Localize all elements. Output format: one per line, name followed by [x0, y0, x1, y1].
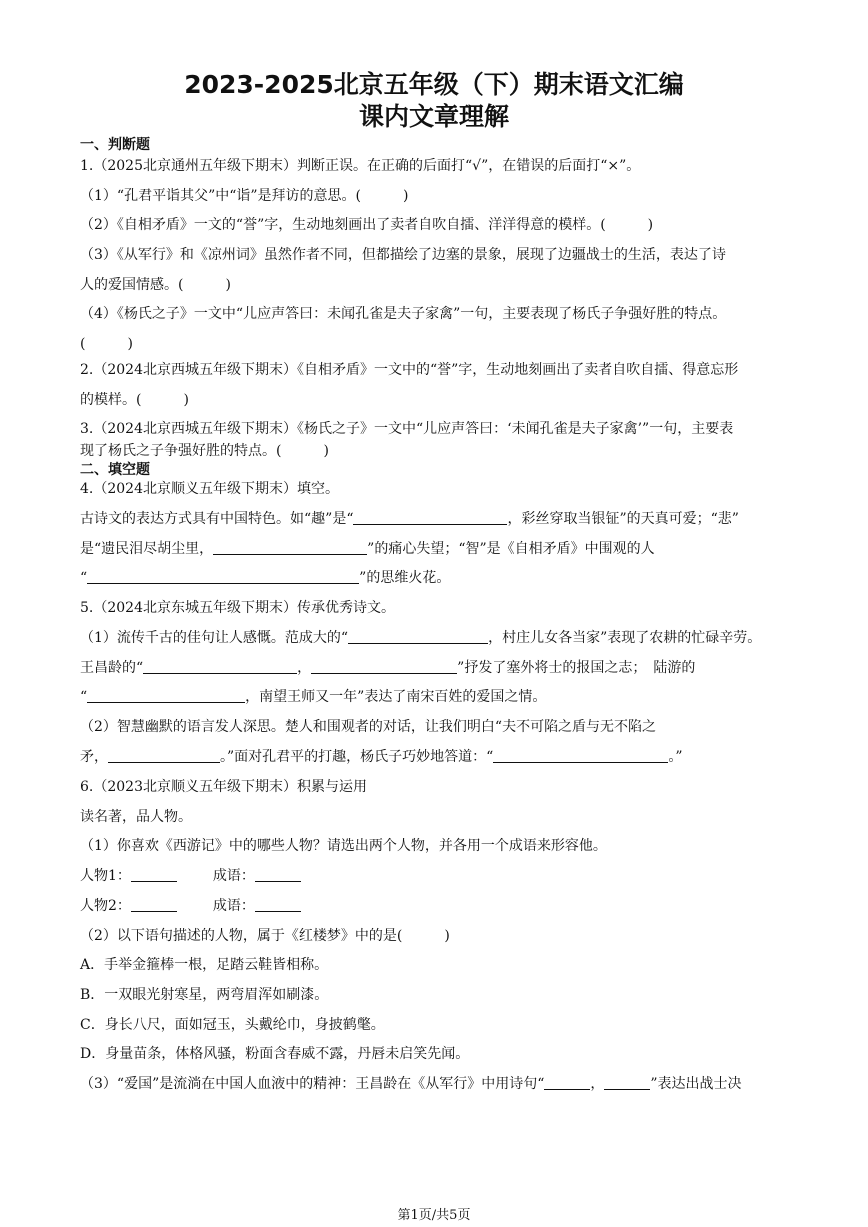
text-segment: 古诗文的表达方式具有中国特色。如“趣”是“ — [80, 511, 354, 527]
text-segment: ， — [297, 660, 312, 676]
answer-blank[interactable] — [604, 1075, 650, 1090]
answer-blank[interactable] — [544, 1075, 590, 1090]
question-5-item-1-line-2 — [80, 659, 792, 677]
text-segment: ”表达出战士决 — [650, 1076, 742, 1092]
question-5-stem: 5.（2024北京东城五年级下期末）传承优秀诗文。 — [80, 600, 395, 616]
answer-blank[interactable] — [143, 659, 297, 674]
question-4-line-3 — [80, 569, 792, 587]
answer-blank[interactable] — [348, 629, 488, 644]
question-6-item-1: （1）你喜欢《西游记》中的哪些人物？请选出两个人物，并各用一个成语来形容他。 — [80, 838, 607, 854]
question-6-person-1 — [80, 867, 792, 885]
question-1-item-4: （4）《杨氏之子》一文中“儿应声答曰：未闻孔雀是夫子家禽”一句，主要表现了杨氏子争强好胜的特点。 — [80, 306, 727, 322]
option-b: B．一双眼光射寒星，两弯眉浑如刷漆。 — [80, 987, 329, 1003]
text-segment: 矛， — [80, 749, 108, 765]
text-segment: “ — [80, 689, 88, 705]
text-segment: 人物1： — [80, 868, 131, 884]
text-segment: ， — [590, 1076, 605, 1092]
question-5-item-2: （2）智慧幽默的语言发人深思。楚人和围观者的对话，让我们明白“夫不可陷之盾与无不陷之 — [80, 719, 657, 735]
answer-blank[interactable] — [311, 659, 457, 674]
question-1-item-1: （1）“孔君平诣其父”中“诣”是拜访的意思。( ) — [80, 188, 409, 204]
question-2: 2.（2024北京西城五年级下期末）《自相矛盾》一文中的“誉”字，生动地刻画出了卖者自吹自擂、得意忘形 — [80, 362, 739, 378]
question-6-item-2: （2）以下语句描述的人物，属于《红楼梦》中的是( ) — [80, 928, 450, 944]
answer-blank[interactable] — [87, 688, 245, 703]
question-1-item-2: （2）《自相矛盾》一文的“誉”字，生动地刻画出了卖者自吹自擂、洋洋得意的模样。( ) — [80, 217, 654, 233]
text-segment: 成语： — [212, 868, 255, 884]
text-segment: （1）流传千古的佳句让人感慨。范成大的“ — [80, 630, 349, 646]
text-segment: ，彩丝穿取当银钲”的天真可爱；“悲” — [507, 511, 739, 527]
question-6-stem: 6.（2023北京顺义五年级下期末）积累与运用 — [80, 779, 367, 795]
answer-blank[interactable] — [108, 748, 220, 763]
question-4-line-1 — [80, 510, 792, 528]
text-segment: 。”面对孔君平的打趣，杨氏子巧妙地答道：“ — [220, 749, 494, 765]
answer-blank[interactable] — [131, 897, 177, 912]
answer-blank[interactable] — [213, 540, 367, 555]
answer-blank[interactable] — [131, 867, 177, 882]
option-d: D．身量苗条，体格风骚，粉面含春威不露，丹唇未启笑先闻。 — [80, 1046, 470, 1062]
question-6-person-2 — [80, 897, 792, 915]
answer-blank[interactable] — [255, 867, 301, 882]
text-segment: 成语： — [212, 898, 255, 914]
question-4-stem: 4.（2024北京顺义五年级下期末）填空。 — [80, 481, 339, 497]
answer-blank[interactable] — [353, 510, 507, 525]
text-segment: ，南望王师又一年”表达了南宋百姓的爱国之情。 — [245, 689, 547, 705]
page-title: 2023-2025北京五年级（下）期末语文汇编 — [184, 70, 684, 99]
question-5-item-2-line-2 — [80, 748, 792, 766]
question-3-cont: 现了杨氏之子争强好胜的特点。( ) — [80, 443, 329, 459]
text-segment: “ — [80, 570, 88, 586]
text-segment: ”的痛心失望；“智”是《自相矛盾》中围观的人 — [367, 541, 655, 557]
text-segment: 是“遗民泪尽胡尘里， — [80, 541, 214, 557]
text-segment: 王昌龄的“ — [80, 660, 144, 676]
section-heading-fill: 二、填空题 — [80, 462, 150, 478]
question-6-intro: 读名著，品人物。 — [80, 809, 192, 825]
page-footer: 第1页/共5页 — [397, 1208, 471, 1223]
question-3: 3.（2024北京西城五年级下期末）《杨氏之子》一文中“儿应声答曰：‘未闻孔雀是夫子家禽’”一句，主要表 — [80, 421, 734, 437]
page-subtitle: 课内文章理解 — [358, 102, 509, 131]
answer-blank[interactable] — [493, 748, 668, 763]
text-segment: 。” — [668, 749, 683, 765]
question-1-stem: 1.（2025北京通州五年级下期末）判断正误。在正确的后面打“√”，在错误的后面打“×”。 — [80, 158, 641, 174]
question-4-line-2 — [80, 540, 792, 558]
text-segment: ”的思维火花。 — [359, 570, 451, 586]
text-segment: （3）“爱国”是流淌在中国人血液中的精神：王昌龄在《从军行》中用诗句“ — [80, 1076, 545, 1092]
option-a: A．手举金箍棒一根，足踏云鞋皆相称。 — [80, 957, 329, 973]
answer-blank[interactable] — [255, 897, 301, 912]
question-1-item-3-cont: 人的爱国情感。( ) — [80, 277, 231, 293]
text-segment: 人物2： — [80, 898, 131, 914]
text-segment: ”抒发了塞外将士的报国之志； 陆游的 — [457, 660, 696, 676]
question-2-cont: 的模样。( ) — [80, 392, 189, 408]
answer-blank[interactable] — [87, 569, 359, 584]
text-segment: ，村庄儿女各当家”表现了农耕的忙碌辛劳。 — [488, 630, 762, 646]
question-1-item-4-cont: ( ) — [80, 336, 133, 352]
question-5-item-1-line-3 — [80, 688, 792, 706]
question-5-item-1 — [80, 629, 792, 647]
section-heading-judgement: 一、判断题 — [80, 137, 150, 153]
question-6-item-3 — [80, 1075, 792, 1093]
option-c: C．身长八尺，面如冠玉，头戴纶巾，身披鹤氅。 — [80, 1017, 385, 1033]
question-1-item-3: （3）《从军行》和《凉州词》虽然作者不同，但都描绘了边塞的景象，展现了边疆战士的生活，表达了诗 — [80, 247, 726, 263]
